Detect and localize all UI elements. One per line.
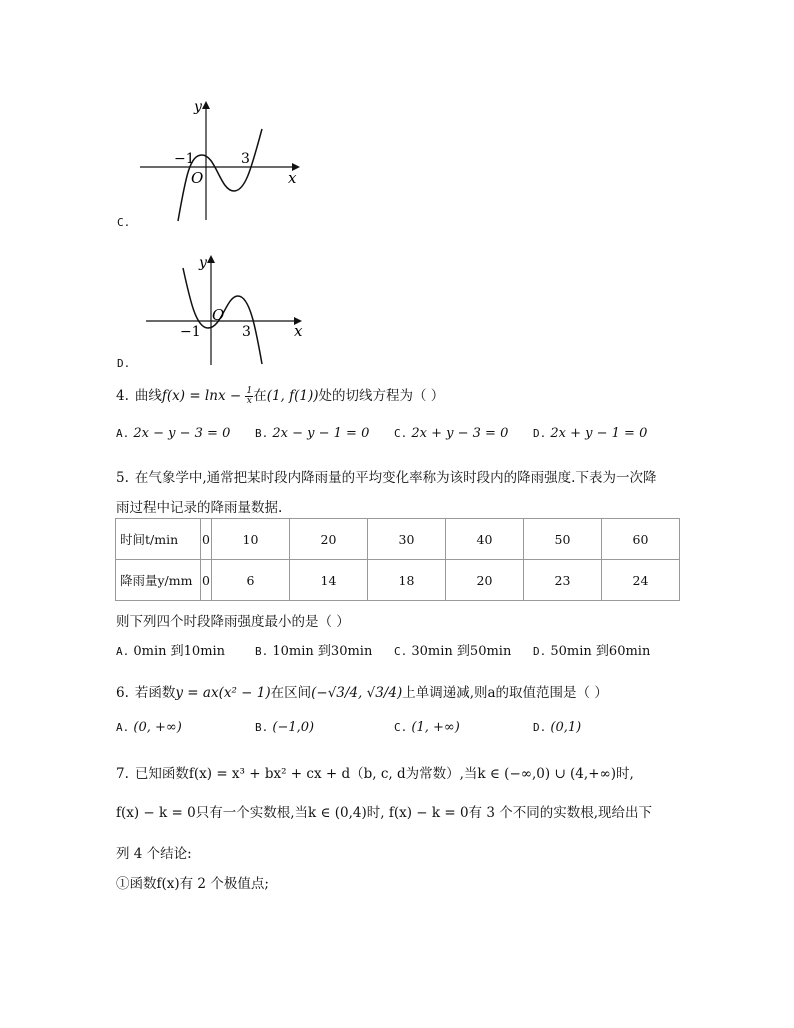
q7-item1: ①函数f(x)有 2 个极值点; — [116, 876, 269, 892]
graph-c — [130, 95, 310, 225]
tick-pos-label: 3 — [242, 324, 251, 340]
q5-line1: 5. 在气象学中,通常把某时段内降雨量的平均变化率称为该时段内的降雨强度.下表为一次降 — [116, 470, 657, 486]
rainfall-table — [115, 518, 680, 601]
q4-stem: 4. 曲线f(x) = lnx − $\frac{1}{x}$ 在(1, f(1))处的切线方程为（ ） — [116, 386, 445, 406]
q5-option-c[interactable]: C. 30min 到50min — [394, 644, 512, 659]
q5-option-b[interactable]: B. 10min 到30min — [255, 644, 373, 659]
q7-line1: 7. 已知函数f(x) = x³ + bx² + cx + d（b, c, d为常数）,当k ∈ (−∞,0) ∪ (4,+∞)时, — [116, 766, 634, 782]
tick-pos-label: 3 — [241, 151, 250, 167]
y-axis-label: y — [194, 99, 202, 115]
y-axis-label: y — [199, 255, 207, 271]
q4-option-d[interactable]: D. 2x + y − 1 = 0 — [533, 426, 648, 441]
q6-option-c[interactable]: C. (1, +∞) — [394, 720, 460, 735]
x-axis-label: x — [288, 169, 297, 187]
table-row: 时间t/min 0 10 20 30 40 50 60 — [116, 519, 680, 560]
graph-c-label: C. — [117, 216, 131, 229]
q6-option-b[interactable]: B. (−1,0) — [255, 720, 315, 735]
q4-option-c[interactable]: C. 2x + y − 3 = 0 — [394, 426, 509, 441]
q6-option-d[interactable]: D. (0,1) — [533, 720, 582, 735]
origin-label: O — [191, 169, 204, 187]
q5-option-d[interactable]: D. 50min 到60min — [533, 644, 651, 659]
tick-neg-label: −1 — [180, 324, 201, 340]
q4-option-b[interactable]: B. 2x − y − 1 = 0 — [255, 426, 370, 441]
q5-question: 则下列四个时段降雨强度最小的是（ ） — [116, 614, 350, 630]
q6-stem: 6. 若函数y = ax(x² − 1)在区间(−√3/4, √3/4)上单调递减,则a的取值范围是（ ） — [116, 685, 608, 701]
tick-neg-label: −1 — [174, 151, 195, 167]
table-row: 降雨量y/mm 0 6 14 18 20 23 24 — [116, 560, 680, 601]
q6-option-a[interactable]: A. (0, +∞) — [116, 720, 182, 735]
graph-d-label: D. — [117, 357, 131, 370]
q4-option-a[interactable]: A. 2x − y − 3 = 0 — [116, 426, 231, 441]
x-axis-label: x — [294, 322, 303, 340]
origin-label: O — [212, 306, 225, 324]
q4-number: 4. — [116, 388, 129, 404]
q7-line2: f(x) − k = 0只有一个实数根,当k ∈ (0,4)时, f(x) − k = 0有 3 个不同的实数根,现给出下 — [116, 805, 652, 821]
q7-line3: 列 4 个结论: — [116, 846, 192, 862]
graph-d — [138, 250, 318, 370]
q5-option-a[interactable]: A. 0min 到10min — [116, 644, 226, 659]
q5-line2: 雨过程中记录的降雨量数据. — [116, 500, 283, 516]
